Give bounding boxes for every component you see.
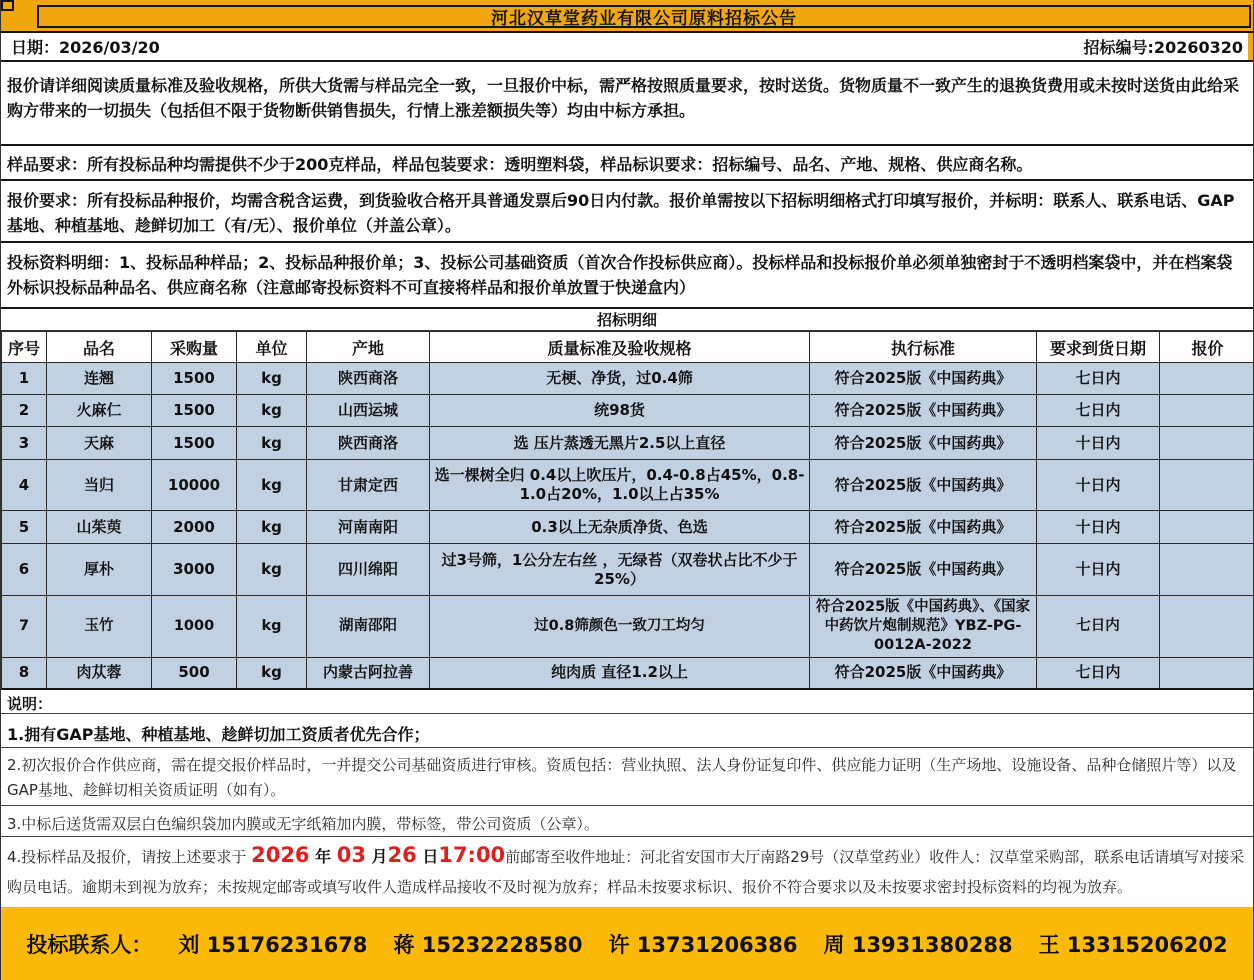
cell-origin: 陕西商洛: [307, 363, 430, 395]
cell-no: 1: [2, 363, 47, 395]
table-row: [2, 658, 1254, 689]
note-3: 3.中标后送货需双层白色编织袋加内膜或无字纸箱加内膜，带标签，带公司资质（公章）。: [1, 806, 1253, 837]
cell-name: 火麻仁: [47, 395, 152, 427]
cell-origin: 甘肃定西: [307, 460, 430, 511]
cell-no: 3: [2, 427, 47, 460]
page-title: 河北汉草堂药业有限公司原料招标公告: [491, 9, 797, 29]
cell-no: 2: [2, 395, 47, 427]
cell-standard: 符合2025版《中国药典》: [810, 658, 1037, 689]
cell-name: 肉苁蓉: [47, 658, 152, 689]
table-row: [2, 596, 1254, 658]
cell-spec: 过3号筛，1公分左右丝 ，无绿苔（双卷状占比不少于25%）: [430, 544, 810, 596]
note-4: [1, 837, 1253, 907]
page-title-box: [37, 5, 1251, 28]
header-col-price: 报价: [1160, 332, 1254, 363]
cell-no: 7: [2, 596, 47, 658]
cell-standard: 符合2025版《中国药典》、《国家中药饮片炮制规范》YBZ-PG-0012A-2022: [810, 596, 1037, 658]
cell-unit: kg: [237, 596, 307, 658]
cell-delivery: 十日内: [1037, 544, 1160, 596]
tender-table-body: [2, 363, 1254, 689]
cell-price: [1160, 596, 1254, 658]
cell-standard: 符合2025版《中国药典》: [810, 363, 1037, 395]
footer-contacts: [152, 929, 1227, 959]
deadline-highlight: 26: [387, 842, 417, 867]
deadline-highlight: 03: [336, 842, 366, 867]
cell-delivery: 十日内: [1037, 460, 1160, 511]
note-4-text: 日: [416, 846, 439, 866]
cell-qty: 2000: [152, 511, 237, 544]
cell-name: 山茱萸: [47, 511, 152, 544]
paragraph-quality-notice: 报价请详细阅读质量标准及验收规格，所供大货需与样品完全一致，一旦报价中标，需严格按照质量要求，按时送货。货物质量不一致产生的退换货费用或未按时送货由此给采购方带来的一切损失（包括但不限于货物断供销售损失，行情上涨差额损失等）均由中标方承担。: [1, 62, 1253, 146]
table-row: [2, 544, 1254, 596]
cell-unit: kg: [237, 511, 307, 544]
cell-qty: 1000: [152, 596, 237, 658]
cell-origin: 山西运城: [307, 395, 430, 427]
cell-name: 当归: [47, 460, 152, 511]
cell-unit: kg: [237, 658, 307, 689]
header-col-origin: 产地: [307, 332, 430, 363]
header-col-name: 品名: [47, 332, 152, 363]
note-1: 1.拥有GAP基地、种植基地、趁鲜切加工资质者优先合作；: [1, 714, 1253, 748]
paragraph-bid-materials: 投标资料明细：1、投标品种样品；2、投标品种报价单；3、投标公司基础资质（首次合作投标供应商）。投标样品和投标报价单必须单独密封于不透明档案袋中，并在档案袋外标识投标品种品名、供应商名称（注意邮寄投标资料不可直接将样品和报价单放置于快递盒内）: [1, 243, 1253, 309]
cell-name: 连翘: [47, 363, 152, 395]
contact-item: 王 13315206202: [1038, 933, 1228, 957]
date-label: 日期：2026/03/20: [11, 38, 160, 57]
cell-unit: kg: [237, 460, 307, 511]
cell-origin: 陕西商洛: [307, 427, 430, 460]
cell-spec: 选 压片蒸透无黑片2.5以上直径: [430, 427, 810, 460]
cell-unit: kg: [237, 427, 307, 460]
cell-delivery: 十日内: [1037, 511, 1160, 544]
footer-contact-bar: [1, 907, 1253, 980]
cell-price: [1160, 460, 1254, 511]
cell-spec: 过0.8筛颜色一致刀工均匀: [430, 596, 810, 658]
cell-no: 6: [2, 544, 47, 596]
table-row: [2, 395, 1254, 427]
header-col-standard: 执行标准: [810, 332, 1037, 363]
cell-price: [1160, 427, 1254, 460]
cell-unit: kg: [237, 363, 307, 395]
cell-standard: 符合2025版《中国药典》: [810, 511, 1037, 544]
top-title-bar: [1, 0, 1253, 33]
contact-item: 周 13931380288: [823, 933, 1013, 957]
cell-unit: kg: [237, 395, 307, 427]
contact-item: 刘 15176231678: [178, 933, 368, 957]
cell-spec: 统98货: [430, 395, 810, 427]
table-title: 招标明细: [1, 309, 1253, 331]
cell-unit: kg: [237, 544, 307, 596]
contact-item: 蒋 15232228580: [393, 933, 583, 957]
cell-origin: 四川绵阳: [307, 544, 430, 596]
cell-price: [1160, 363, 1254, 395]
cell-delivery: 十日内: [1037, 427, 1160, 460]
cell-price: [1160, 658, 1254, 689]
header-col-qty: 采购量: [152, 332, 237, 363]
notes-label: 说明：: [1, 690, 1253, 714]
cell-no: 8: [2, 658, 47, 689]
cell-origin: 河南南阳: [307, 511, 430, 544]
table-header-row: [2, 332, 1254, 363]
cell-price: [1160, 544, 1254, 596]
header-col-no: 序号: [2, 332, 47, 363]
cell-qty: 500: [152, 658, 237, 689]
cell-price: [1160, 395, 1254, 427]
cell-name: 玉竹: [47, 596, 152, 658]
corner-cell-box: [1, 0, 14, 11]
date-row: [1, 33, 1253, 62]
cell-standard: 符合2025版《中国药典》: [810, 427, 1037, 460]
cell-spec: 纯肉质 直径1.2以上: [430, 658, 810, 689]
cell-standard: 符合2025版《中国药典》: [810, 544, 1037, 596]
cell-qty: 1500: [152, 395, 237, 427]
note-4-text: 年: [309, 846, 337, 866]
table-row: [2, 460, 1254, 511]
cell-name: 天麻: [47, 427, 152, 460]
cell-spec: 选一棵树全归 0.4以上吹压片，0.4-0.8占45%，0.8-1.0占20%，1.0以上占35%: [430, 460, 810, 511]
cell-qty: 1500: [152, 363, 237, 395]
cell-standard: 符合2025版《中国药典》: [810, 395, 1037, 427]
cell-name: 厚朴: [47, 544, 152, 596]
cell-no: 4: [2, 460, 47, 511]
paragraph-quote-requirements: 报价要求：所有投标品种报价，均需含税含运费，到货验收合格开具普通发票后90日内付款。报价单需按以下招标明细格式打印填写报价，并标明：联系人、联系电话、GAP基地、种植基地、趁鲜切加工（有/无）、报价单位（并盖公章）。: [1, 181, 1253, 243]
tender-table: [1, 331, 1254, 690]
header-col-spec: 质量标准及验收规格: [430, 332, 810, 363]
note-4-text: 前邮寄至收件地址：河北省安国市大厅南路29号（汉草堂药业）收件人：汉草堂采购部，联系电话请填写对接采购员电话。逾期未到视为放弃；未按规定邮寄或填写收件人造成样品接收不及时视为放弃；样品未按要求标识、报价不符合要求以及未按要求密封投标资料的均视为放弃。: [7, 847, 1245, 896]
note-4-text: 4.投标样品及报价，请按上述要求于: [7, 847, 252, 866]
cell-delivery: 七日内: [1037, 395, 1160, 427]
cell-qty: 10000: [152, 460, 237, 511]
cell-qty: 3000: [152, 544, 237, 596]
deadline-highlight: 17:00: [438, 842, 506, 867]
note-2: 2.初次报价合作供应商，需在提交报价样品时，一并提交公司基础资质进行审核。资质包括：营业执照、法人身份证复印件、供应能力证明（生产场地、设施设备、品种仓储照片等）以及GAP基地、趁鲜切相关资质证明（如有）。: [1, 748, 1253, 806]
header-col-delivery: 要求到货日期: [1037, 332, 1160, 363]
paragraph-sample-requirements: 样品要求：所有投标品种均需提供不少于200克样品，样品包装要求：透明塑料袋，样品标识要求：招标编号、品名、产地、规格、供应商名称。: [1, 146, 1253, 181]
cell-price: [1160, 511, 1254, 544]
table-row: [2, 427, 1254, 460]
cell-standard: 符合2025版《中国药典》: [810, 460, 1037, 511]
contact-item: 许 13731206386: [608, 933, 798, 957]
cell-delivery: 七日内: [1037, 363, 1160, 395]
cell-delivery: 七日内: [1037, 658, 1160, 689]
right-edge-sliver: [1248, 33, 1253, 60]
note-4-text: 月: [365, 846, 388, 866]
table-row: [2, 363, 1254, 395]
deadline-highlight: 2026: [251, 842, 310, 867]
footer-contacts-label: 投标联系人：: [26, 933, 153, 957]
cell-origin: 内蒙古阿拉善: [307, 658, 430, 689]
cell-origin: 湖南邵阳: [307, 596, 430, 658]
cell-spec: 0.3以上无杂质净货、色选: [430, 511, 810, 544]
tender-number: 招标编号:20260320: [1083, 38, 1243, 57]
cell-no: 5: [2, 511, 47, 544]
cell-delivery: 七日内: [1037, 596, 1160, 658]
cell-qty: 1500: [152, 427, 237, 460]
cell-spec: 无梗、净货，过0.4筛: [430, 363, 810, 395]
table-row: [2, 511, 1254, 544]
header-col-unit: 单位: [237, 332, 307, 363]
